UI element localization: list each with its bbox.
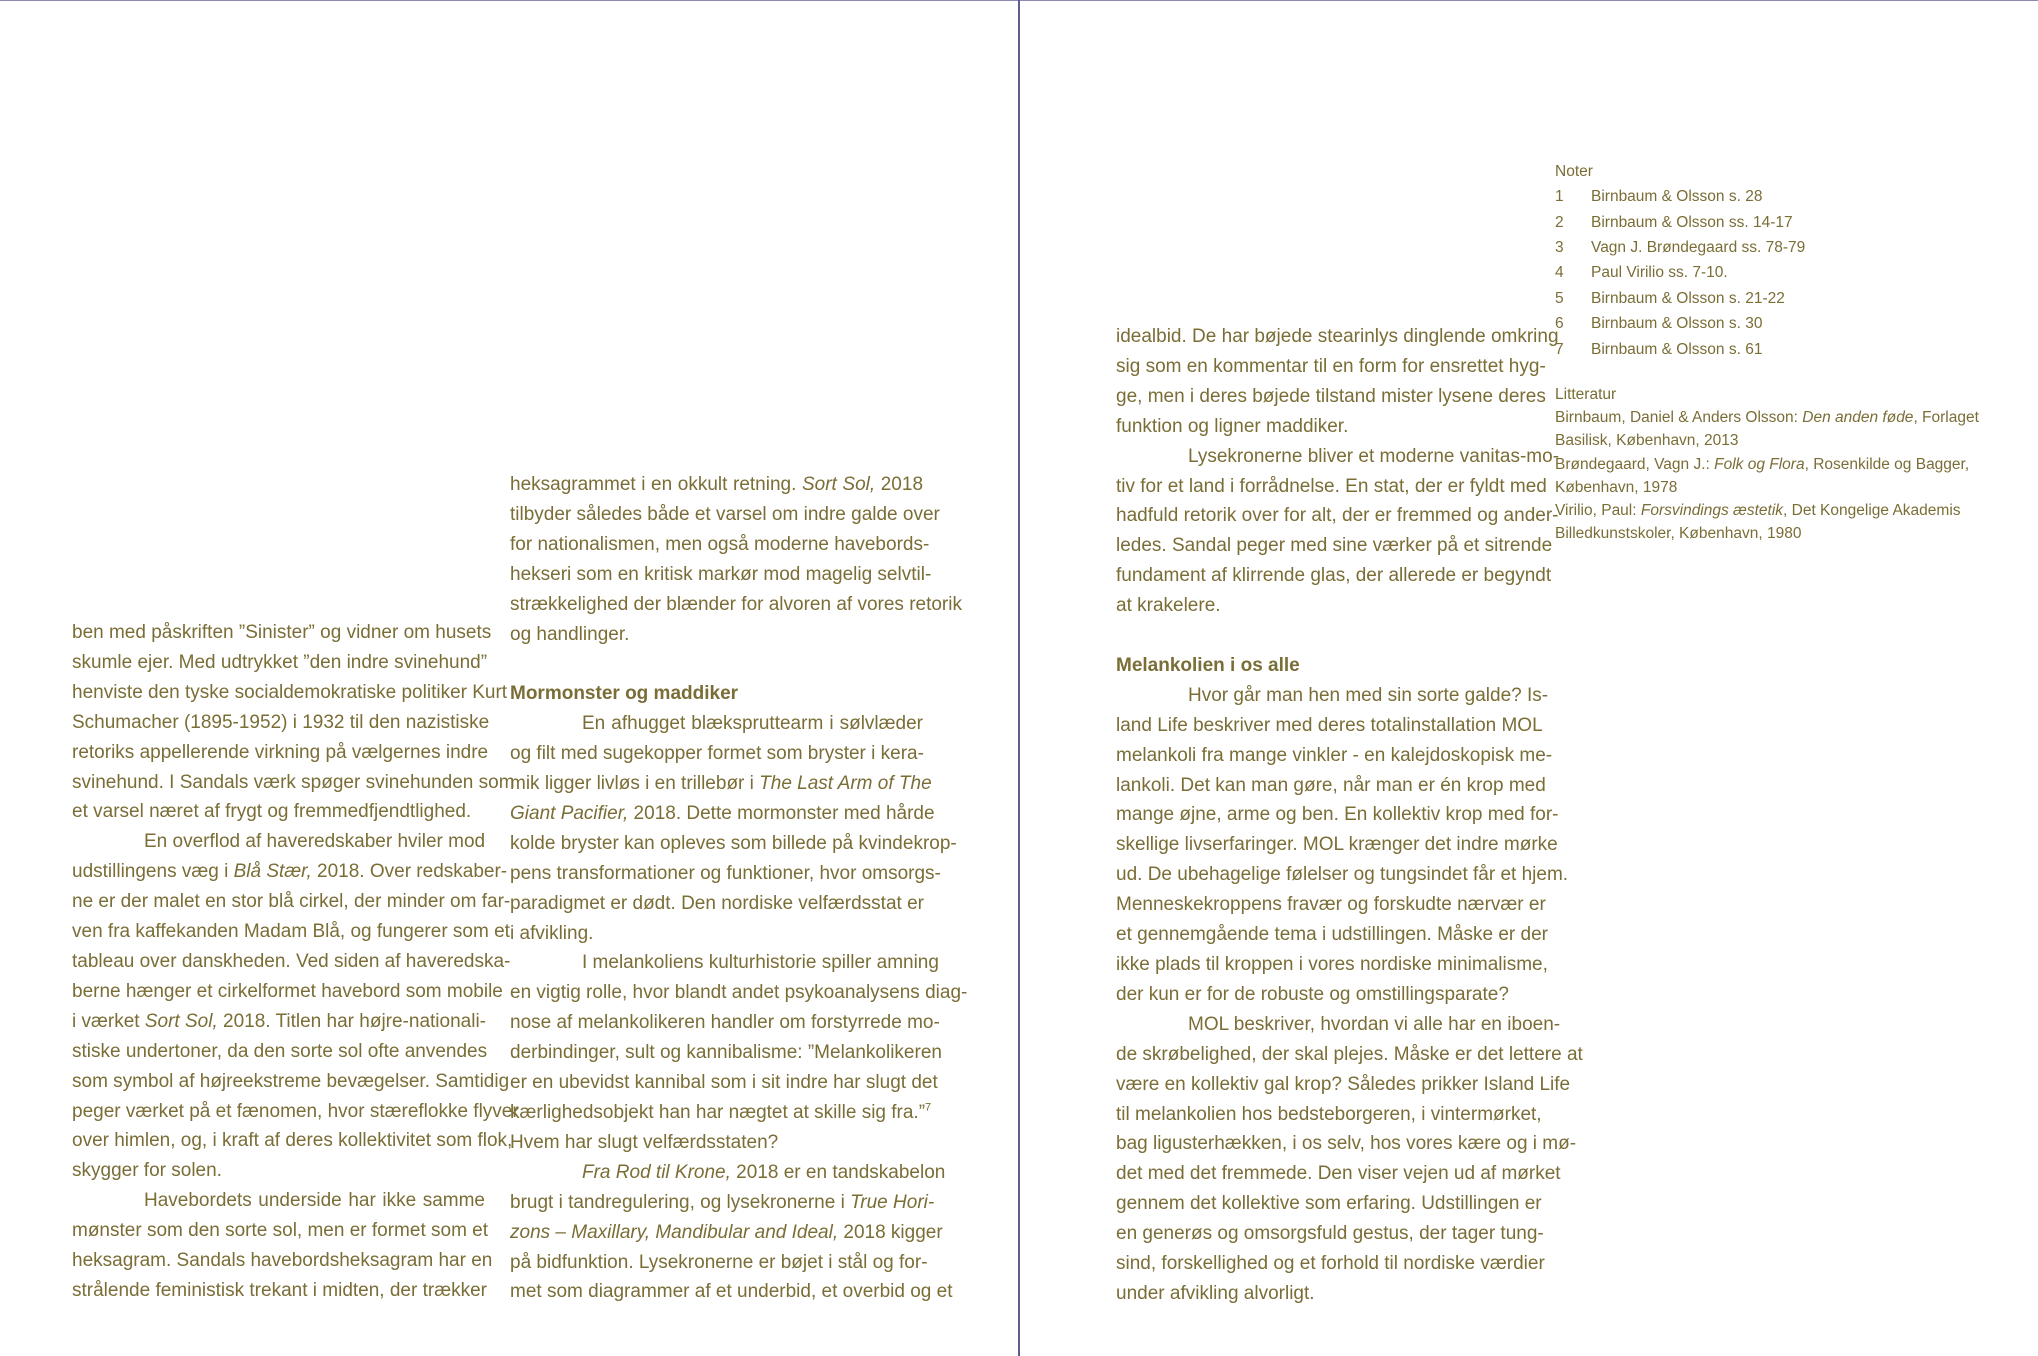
paragraph <box>72 827 519 1186</box>
paragraph <box>1116 442 1560 621</box>
text-line: de skrøbelighed, der skal plejes. Måske er det lettere at <box>1116 1043 1583 1065</box>
note-item <box>1555 337 1995 362</box>
note-number: 2 <box>1555 213 1564 231</box>
artwork-title: zons – Maxillary, Mandibular and Ideal, <box>510 1221 839 1243</box>
text-line: i værket Sort Sol, 2018. Titlen har højre-nationali- <box>72 1010 486 1032</box>
text-line: melankoli fra mange vinkler - en kalejdoskopisk me- <box>1116 744 1553 766</box>
text-line: tiv for et land i forrådnelse. En stat, der er fyldt med <box>1116 475 1547 497</box>
note-item <box>1555 260 1995 285</box>
text-line: som symbol af højreekstreme bevægelser. Samtidig <box>72 1070 510 1092</box>
literature-entry: Birnbaum, Daniel & Anders Olsson: Den anden føde, Forlaget <box>1555 409 1979 427</box>
text-line: mange øjne, arme og ben. En kollektiv krop med for- <box>1116 804 1559 826</box>
text-line: ben med påskriften ”Sinister” og vidner om husets <box>72 622 492 643</box>
note-text: Birnbaum & Olsson s. 30 <box>1591 315 1763 333</box>
text-line: Menneskekroppens fravær og forskudte nærvær er <box>1116 894 1546 916</box>
text-line: et varsel næret af frygt og fremmedfjendtlighed. <box>72 801 472 823</box>
artwork-title: Sort Sol, <box>801 474 876 495</box>
literature-entry: Brøndegaard, Vagn J.: Folk og Flora, Rosenkilde og Bagger, <box>1555 455 1970 473</box>
paragraph <box>510 470 962 649</box>
note-number: 4 <box>1555 264 1564 282</box>
text-line: Schumacher (1895-1952) i 1932 til den nazistiske <box>72 711 490 733</box>
artwork-title: Sort Sol, <box>144 1010 218 1032</box>
sidebar-notes <box>1555 160 1995 545</box>
section-heading: Melankolien i os alle <box>1116 654 1300 676</box>
text-line: et gennemgående tema i udstillingen. Måske er der <box>1116 924 1548 946</box>
text-line: zons – Maxillary, Mandibular and Ideal, 2018 kigger <box>510 1221 943 1243</box>
notes-list <box>1555 184 1995 362</box>
text-line: skygger for solen. <box>72 1160 222 1182</box>
text-line: ikke plads til kroppen i vores nordiske minimalisme, <box>1116 954 1548 976</box>
text-line: heksagram. Sandals havebordsheksagram har en <box>72 1250 493 1272</box>
note-number: 3 <box>1555 239 1564 257</box>
text-line: ge, men i deres bøjede tilstand mister lysene deres <box>1116 385 1546 407</box>
text-line: idealbid. De har bøjede stearinlys dinglende omkring <box>1116 326 1559 347</box>
note-text: Birnbaum & Olsson s. 21-22 <box>1591 289 1785 307</box>
note-item <box>1555 235 1995 260</box>
text-line: udstillingens væg i Blå Stær, 2018. Over redskaber- <box>72 861 508 883</box>
text-line: ledes. Sandal peger med sine værker på et sitrende <box>1116 535 1553 557</box>
text-line: det med det fremmede. Den viser vejen ud af mørket <box>1116 1163 1561 1185</box>
literature-list <box>1555 406 1995 545</box>
text-line: hadfuld retorik over for alt, der er fremmed og ander- <box>1116 505 1559 527</box>
note-text: Birnbaum & Olsson ss. 14-17 <box>1591 213 1793 231</box>
note-text: Vagn J. Brøndegaard ss. 78-79 <box>1591 239 1806 257</box>
artwork-title: True Hori- <box>850 1191 935 1213</box>
text-line: svinehund. I Sandals værk spøger svinehunden som <box>72 771 515 793</box>
artwork-title: The Last Arm of The <box>759 773 932 795</box>
text-line: MOL beskriver, hvordan vi alle har en iboen- <box>1188 1013 1561 1035</box>
text-line: være en kollektiv gal krop? Således prikker Island Life <box>1116 1073 1571 1095</box>
literature-entry: Virilio, Paul: Forsvindings æstetik, Det Kongelige Akademis <box>1555 502 1961 520</box>
text-line: en vigtig rolle, hvor blandt andet psykoanalysens diag- <box>510 982 968 1004</box>
text-line: funktion og ligner maddiker. <box>1116 415 1349 437</box>
note-item <box>1555 286 1995 311</box>
note-item <box>1555 311 1995 336</box>
paragraph <box>1116 681 1569 1010</box>
paragraph <box>510 1158 953 1308</box>
literature-entry-cont: Basilisk, København, 2013 <box>1555 432 1739 450</box>
text-line: fundament af klirrende glas, der allerede er begyndt <box>1116 565 1552 587</box>
literature-entry-cont: Billedkunstskoler, København, 1980 <box>1555 525 1802 543</box>
text-line: kolde bryster kan opleves som billede på kvindekrop- <box>510 832 957 854</box>
text-line: skumle ejer. Med udtrykket ”den indre svinehund” <box>72 651 488 673</box>
paragraph <box>510 948 968 1157</box>
text-line: Hvem har slugt velfærdsstaten? <box>510 1131 779 1153</box>
text-line: over himlen, og, i kraft af deres kollektivitet som flok, <box>72 1130 513 1152</box>
text-line: tilbyder således både et varsel om indre galde over <box>510 503 940 525</box>
text-line: for nationalismen, men også moderne havebords- <box>510 533 930 555</box>
text-line: I melankoliens kulturhistorie spiller amning <box>582 952 939 974</box>
literature-label: Litteratur <box>1555 386 1617 404</box>
section-heading: Mormonster og maddiker <box>510 683 739 705</box>
note-number: 5 <box>1555 289 1564 307</box>
text-line: ven fra kaffekanden Madam Blå, og fungerer som et <box>72 921 510 943</box>
artwork-title: Fra Rod til Krone, <box>582 1161 731 1183</box>
text-line: Giant Pacifier, 2018. Dette mormonster med hårde <box>510 802 935 824</box>
text-line: nose af melankolikeren handler om forstyrrede mo- <box>510 1012 940 1034</box>
text-line: land Life beskriver med deres totalinstallation MOL <box>1116 714 1543 736</box>
text-line: en generøs og omsorgsfuld gestus, der tager tung- <box>1116 1223 1544 1245</box>
paragraph <box>510 709 957 948</box>
note-text: Birnbaum & Olsson s. 28 <box>1591 188 1763 206</box>
column-1 <box>72 618 519 1306</box>
text-line: strækkelighed der blænder for alvoren af vores retorik <box>510 593 962 615</box>
text-line: kærlighedsobjekt han har nægtet at skille sig fra.”$^7$ <box>510 1101 932 1124</box>
artwork-title: Blå Stær, <box>233 861 312 883</box>
text-line: berne hænger et cirkelformet havebord som mobile <box>72 980 503 1002</box>
text-line: Fra Rod til Krone, 2018 er en tandskabelon <box>582 1161 946 1183</box>
text-line: ud. De ubehagelige følelser og tungsindet får et hjem. <box>1116 864 1569 886</box>
text-line: der kun er for de robuste og omstillingsparate? <box>1116 983 1509 1005</box>
text-line: mik ligger livløs i en trillebør i The Last Arm of The <box>510 773 932 795</box>
note-number: 7 <box>1555 340 1564 358</box>
artwork-title: Giant Pacifier, <box>510 802 629 824</box>
text-line: stiske undertoner, da den sorte sol ofte anvendes <box>72 1040 488 1062</box>
text-line: er en ubevidst kannibal som i sit indre har slugt det <box>510 1072 938 1094</box>
text-line: bag ligusterhækken, i os selv, hos vores kære og i mø- <box>1116 1133 1577 1155</box>
text-line: gennem det kollektive som erfaring. Udstillingen er <box>1116 1193 1542 1215</box>
text-line: Lysekronerne bliver et moderne vanitas-mo- <box>1188 445 1560 467</box>
text-line: hekseri som en kritisk markør mod magelig selvtil- <box>510 563 932 585</box>
text-line: strålende feministisk trekant i midten, der trækker <box>72 1279 487 1301</box>
notes-label: Noter <box>1555 163 1593 180</box>
text-line: til melankolien hos bedsteborgeren, i vintermørket, <box>1116 1103 1542 1125</box>
paragraph <box>1116 1010 1583 1309</box>
text-line: at krakelere. <box>1116 595 1221 617</box>
paragraph <box>72 1186 493 1306</box>
note-number: 1 <box>1555 188 1564 206</box>
column-3 <box>1116 322 1583 1309</box>
note-number: 6 <box>1555 315 1564 333</box>
text-line: Havebordets underside har ikke samme <box>144 1190 485 1212</box>
text-line: skellige livserfaringer. MOL krænger det indre mørke <box>1116 834 1558 856</box>
note-text: Paul Virilio ss. 7-10. <box>1591 264 1728 282</box>
paragraph <box>1116 322 1559 442</box>
text-line: henviste den tyske socialdemokratiske politiker Kurt <box>72 681 508 703</box>
text-line: pens transformationer og funktioner, hvor omsorgs- <box>510 862 941 884</box>
text-line: tableau over danskheden. Ved siden af haveredska- <box>72 950 511 972</box>
page-gutter <box>1018 0 1020 1356</box>
paragraph <box>72 618 515 827</box>
literature-entry-cont: København, 1978 <box>1555 478 1678 496</box>
text-line: på bidfunktion. Lysekronerne er bøjet i stål og for- <box>510 1251 928 1273</box>
text-line: og handlinger. <box>510 623 630 645</box>
text-line: lankoli. Det kan man gøre, når man er én krop med <box>1116 774 1546 796</box>
text-line: met som diagrammer af et underbid, et overbid og et <box>510 1281 953 1303</box>
note-item <box>1555 184 1995 209</box>
note-item <box>1555 210 1995 235</box>
column-2 <box>510 470 968 1307</box>
text-line: under afvikling alvorligt. <box>1116 1282 1315 1304</box>
text-line: og filt med sugekopper formet som bryster i kera- <box>510 743 924 765</box>
text-line: peger værket på et fænomen, hvor stæreflokke flyver <box>72 1100 519 1122</box>
text-line: sig som en kommentar til en form for ensrettet hyg- <box>1116 355 1546 377</box>
text-line: Hvor går man hen med sin sorte galde? Is- <box>1188 684 1549 706</box>
note-text: Birnbaum & Olsson s. 61 <box>1591 340 1763 358</box>
text-line: derbindinger, sult og kannibalisme: ”Melankolikeren <box>510 1042 942 1064</box>
text-line: brugt i tandregulering, og lysekronerne i True Hori- <box>510 1191 935 1213</box>
text-line: En afhugget blækspruttearm i sølvlæder <box>582 713 923 735</box>
text-line: ne er der malet en stor blå cirkel, der minder om far- <box>72 891 511 913</box>
text-line: paradigmet er dødt. Den nordiske velfærdsstat er <box>510 892 924 914</box>
text-line: sind, forskellighed og et forhold til nordiske værdier <box>1116 1253 1545 1275</box>
text-line: retoriks appellerende virkning på vælgernes indre <box>72 741 489 763</box>
text-line: mønster som den sorte sol, men er formet som et <box>72 1220 489 1242</box>
footnote-marker: 7 <box>925 1101 932 1114</box>
text-line: heksagrammet i en okkult retning. Sort Sol, 2018 <box>510 474 924 495</box>
text-line: i afvikling. <box>510 922 594 944</box>
text-line: En overflod af haveredskaber hviler mod <box>144 831 486 853</box>
